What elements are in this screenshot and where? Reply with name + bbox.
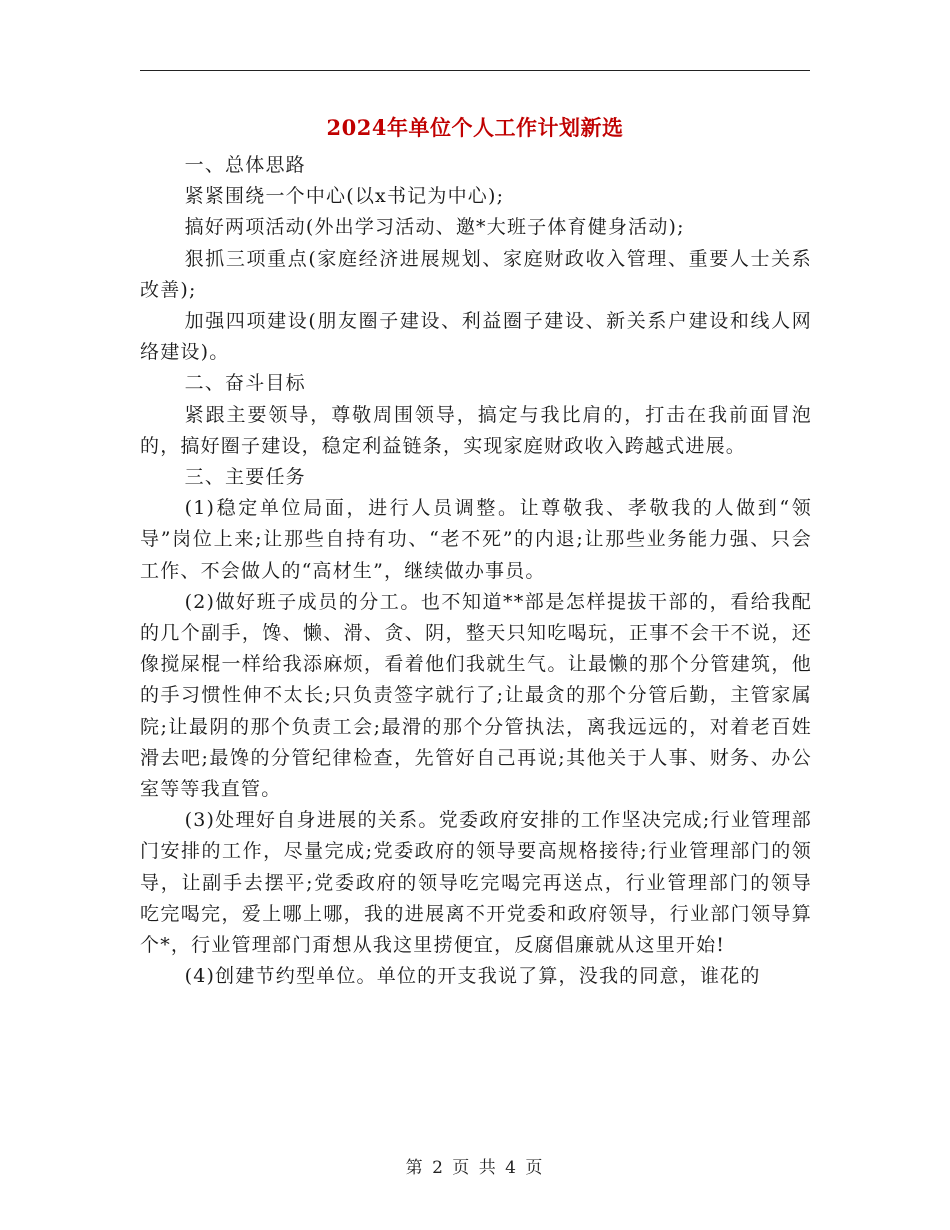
page-number-footer: 第 2 页 共 4 页 xyxy=(405,1158,545,1178)
paragraph: 搞好两项活动(外出学习活动、邀*大班子体育健身活动); xyxy=(184,216,685,239)
paragraph: (1)稳定单位局面，进行人员调整。让尊敬我、孝敬我的人做到“领导”岗位上来;让那些自持有功、“老不死”的内退;让那些业务能力强、只会工作、不会做人的“高材生”，继续做办事员。 xyxy=(140,497,812,582)
paragraph: 加强四项建设(朋友圈子建设、利益圈子建设、新关系户建设和线人网络建设)。 xyxy=(140,310,812,364)
paragraph: 狠抓三项重点(家庭经济进展规划、家庭财政收入管理、重要人士关系改善); xyxy=(140,247,812,301)
paragraph: (4)创建节约型单位。单位的开支我说了算，没我的同意，谁花的 xyxy=(184,965,761,988)
section-heading-goals: 二、奋斗目标 xyxy=(184,372,306,395)
paragraph: (3)处理好自身进展的关系。党委政府安排的工作坚决完成;行业管理部门安排的工作，尽量完成;党委政府的领导要高规格接待;行业管理部门的领导，让副手去摆平;党委政府的领导吃完喝完再送点，行业管理部门的领导吃完喝完，爱上哪上哪，我的进展离不开党委和政府领导，行业部门领导算个*，行业管理部门甭想从我这里捞便宜，反腐倡廉就从这里开始! xyxy=(140,809,812,957)
header-rule xyxy=(140,70,810,71)
document-body xyxy=(140,150,812,992)
paragraph: 紧跟主要领导，尊敬周围领导，搞定与我比肩的，打击在我前面冒泡的，搞好圈子建设，稳定利益链条，实现家庭财政收入跨越式进展。 xyxy=(140,403,812,457)
document-title: 2024年单位个人工作计划新选 xyxy=(326,115,624,140)
section-heading-tasks: 三、主要任务 xyxy=(184,466,306,489)
paragraph: (2)做好班子成员的分工。也不知道**部是怎样提拔干部的，看给我配的几个副手，馋、懒、滑、贪、阴，整天只知吃喝玩，正事不会干不说，还像搅屎棍一样给我添麻烦，看着他们我就生气。让最懒的那个分管建筑，他的手习惯性伸不太长;只负责签字就行了;让最贪的那个分管后勤，主管家属院;让最阴的那个负责工会;最滑的那个分管执法，离我远远的，对着老百姓滑去吧;最馋的分管纪律检查，先管好自己再说;其他关于人事、财务、办公室等等我直管。 xyxy=(140,590,812,801)
paragraph: 紧紧围绕一个中心(以x书记为中心); xyxy=(184,185,505,208)
section-heading-overall: 一、总体思路 xyxy=(184,154,306,176)
